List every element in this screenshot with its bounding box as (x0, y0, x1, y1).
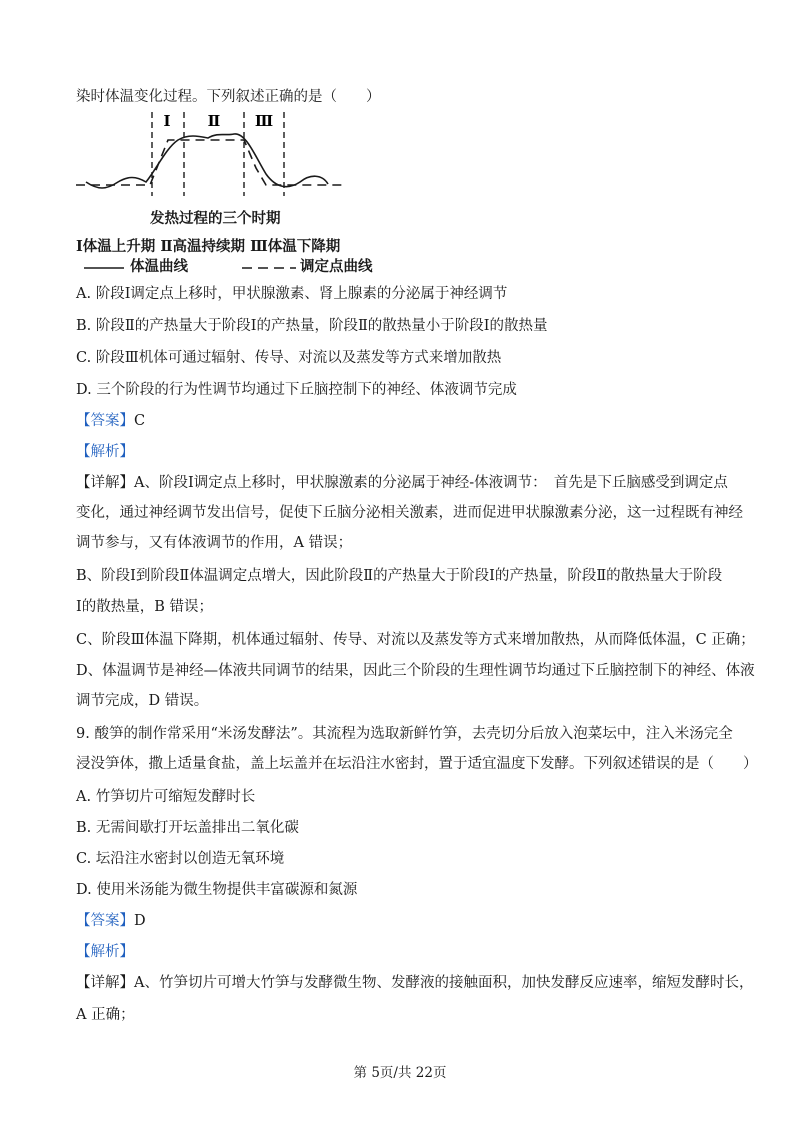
q8-answer (76, 411, 145, 431)
legend-stages: Ⅰ体温上升期 Ⅱ高温持续期 Ⅲ体温下降期 (76, 238, 341, 255)
legend-body-temp: 体温曲线 (130, 258, 188, 275)
figure-caption: 发热过程的三个时期 (150, 210, 281, 227)
q8-option-b: B. 阶段Ⅱ的产热量大于阶段Ⅰ的产热量，阶段Ⅱ的散热量小于阶段Ⅰ的散热量 (76, 318, 548, 334)
legend-set-point: 调定点曲线 (300, 258, 373, 275)
q8-detail-line-3: 调节参与，又有体液调节的作用，A 错误； (76, 535, 353, 551)
q9-option-d: D. 使用米汤能为微生物提供丰富碳源和氮源 (76, 882, 358, 898)
answer-tag: 【答案】 (76, 913, 134, 929)
q9-option-a: A. 竹笋切片可缩短发酵时长 (76, 789, 256, 805)
q8-option-c: C. 阶段Ⅲ机体可通过辐射、传导、对流以及蒸发等方式来增加散热 (76, 350, 502, 366)
q9-detail-line-1: 【详解】A、竹笋切片可增大竹笋与发酵微生物、发酵液的接触面积，加快发酵反应速率，缩短发酵时长， (76, 975, 754, 991)
q9-answer (76, 911, 146, 931)
q8-option-d: D. 三个阶段的行为性调节均通过下丘脑控制下的神经、体液调节完成 (76, 382, 517, 398)
q9-option-c: C. 坛沿注水密封以创造无氧环境 (76, 851, 285, 867)
body-temp-curve (86, 134, 328, 188)
q8-detail-line-5: Ⅰ的散热量，B 错误； (76, 599, 213, 615)
q8-detail-line-4: B、阶段Ⅰ到阶段Ⅱ体温调定点增大，因此阶段Ⅱ的产热量大于阶段Ⅰ的产热量，阶段Ⅱ的散热量大于阶段 (76, 568, 723, 584)
page-footer: 第 5页/共 22页 (353, 1065, 447, 1081)
q9-analysis-tag: 【解析】 (76, 944, 134, 960)
q9-stem-line-2: 浸没笋体，撒上适量食盐，盖上坛盖并在坛沿注水密封，置于适宜温度下发酵。下列叙述错误的是（ ） (76, 756, 758, 772)
q8-detail-line-8: 调节完成，D 错误。 (76, 693, 209, 709)
q8-detail-line-6: C、阶段Ⅲ体温下降期，机体通过辐射、传导、对流以及蒸发等方式来增加散热，从而降低体温，C 正确； (76, 632, 755, 648)
stage-label-1: Ⅰ (163, 112, 171, 130)
q8-detail-line-1: 【详解】A、阶段Ⅰ调定点上移时，甲状腺激素的分泌属于神经-体液调节： 首先是下丘脑感受到调定点 (76, 475, 728, 491)
legend-solid-line-icon (84, 263, 124, 273)
q9-option-b: B. 无需间歇打开坛盖排出二氧化碳 (76, 820, 299, 836)
fever-diagram (66, 108, 366, 208)
q8-detail-line-7: D、体温调节是神经—体液共同调节的结果，因此三个阶段的生理性调节均通过下丘脑控制下的神经、体液 (76, 663, 755, 679)
stage-label-2: Ⅱ (207, 112, 221, 130)
answer-value: D (134, 913, 146, 929)
answer-value: C (134, 413, 146, 429)
legend-dashed-line-icon (242, 263, 296, 273)
q9-detail-line-2: A 正确； (76, 1007, 135, 1023)
q8-analysis-tag: 【解析】 (76, 444, 134, 460)
q8-option-a: A. 阶段Ⅰ调定点上移时，甲状腺激素、肾上腺素的分泌属于神经调节 (76, 286, 508, 302)
stage-label-3: Ⅲ (254, 112, 274, 130)
q9-stem-line-1: 9. 酸笋的制作常采用“米汤发酵法”。其流程为选取新鲜竹笋，去壳切分后放入泡菜坛中，注入米汤完全 (76, 726, 733, 742)
q8-detail-line-2: 变化，通过神经调节发出信号，促使下丘脑分泌相关激素，进而促进甲状腺激素分泌，这一过程既有神经 (76, 505, 743, 521)
intro-line: 染时体温变化过程。下列叙述正确的是（ ） (76, 89, 381, 105)
answer-tag: 【答案】 (76, 413, 134, 429)
